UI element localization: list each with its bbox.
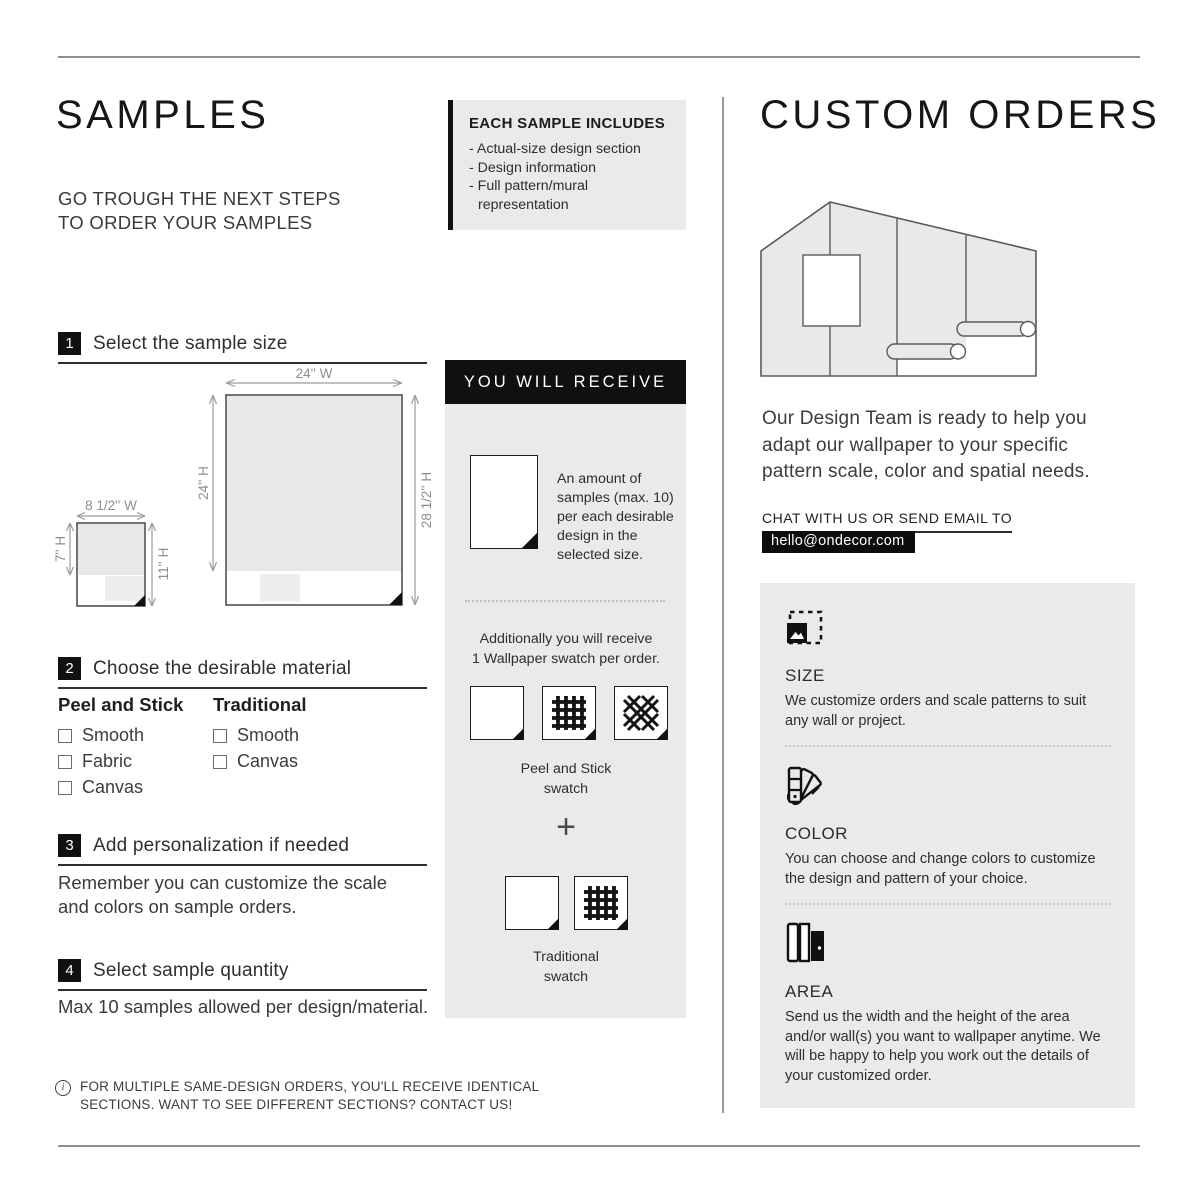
blank-swatch-icon <box>470 686 524 740</box>
step-4-label: Select sample quantity <box>93 959 289 981</box>
you-will-receive-header: YOU WILL RECEIVE <box>445 360 686 404</box>
grid-swatch-icon <box>542 686 596 740</box>
additional-description: Additionally you will receive 1 Wallpaper swatch per order. <box>472 631 660 667</box>
small-sample-fill <box>78 524 144 575</box>
step-3-label: Add personalization if needed <box>93 834 350 856</box>
dotted-divider <box>785 903 1111 905</box>
traditional-swatches <box>505 876 628 930</box>
custom-orders-title: CUSTOM ORDERS <box>760 93 1161 137</box>
top-rule <box>58 56 1140 58</box>
step-3-number: 3 <box>58 834 81 857</box>
checkbox-icon[interactable] <box>58 781 72 795</box>
step-1-header <box>58 332 427 364</box>
traditional-swatch-label: Traditional swatch <box>533 949 599 985</box>
wallpaper-roll-icon <box>887 344 966 359</box>
wall-panels-icon <box>785 922 827 964</box>
step-4-description: Max 10 samples allowed per design/material. <box>58 996 429 1017</box>
receive-description: An amount of samples (max. 10) per each desirable design in the selected size. <box>557 471 674 563</box>
materials-options <box>58 694 307 803</box>
image-frame-icon <box>785 608 825 648</box>
material-option-label: Smooth <box>237 725 300 745</box>
material-option-smooth-traditional[interactable] <box>213 725 307 746</box>
sample-sheet-icon <box>470 455 538 549</box>
window <box>803 255 860 326</box>
sample-size-diagram <box>46 368 436 618</box>
checkbox-icon[interactable] <box>213 755 227 769</box>
plus-icon: + <box>556 808 576 846</box>
area-section-title: AREA <box>785 982 834 1001</box>
material-option-label: Fabric <box>82 751 133 771</box>
material-option-label: Smooth <box>82 725 145 745</box>
material-option-label: Canvas <box>82 777 144 797</box>
chat-with-us-label: CHAT WITH US OR SEND EMAIL TO <box>762 510 1012 533</box>
info-circle-icon: i <box>55 1080 71 1096</box>
grid-swatch-icon <box>574 876 628 930</box>
custom-options-panel <box>760 583 1135 1108</box>
crosshatch-swatch-icon <box>614 686 668 740</box>
step-4-number: 4 <box>58 959 81 982</box>
custom-orders-intro: Our Design Team is ready to help you adapt our wallpaper to your specific pattern scale, color and spatial needs. <box>762 408 1090 482</box>
includes-title: EACH SAMPLE INCLUDES <box>469 115 666 132</box>
size-section-title: SIZE <box>785 666 825 685</box>
small-right-height-label: 11'' H <box>156 547 171 581</box>
large-right-height-label: 28 1/2'' H <box>419 471 434 529</box>
material-option-label: Canvas <box>237 751 299 771</box>
samples-title: SAMPLES <box>56 93 270 137</box>
traditional-column <box>213 694 307 803</box>
wallpaper-wall-illustration <box>758 197 1038 379</box>
each-sample-includes-box <box>448 100 686 230</box>
small-sample-inset <box>105 576 144 601</box>
footnote <box>55 1078 555 1113</box>
blank-swatch-icon <box>505 876 559 930</box>
peel-and-stick-swatches <box>470 686 668 740</box>
step-1-label: Select the sample size <box>93 332 288 354</box>
large-width-label: 24'' W <box>295 368 333 381</box>
peel-and-stick-column <box>58 694 213 803</box>
material-option-smooth[interactable] <box>58 725 213 746</box>
traditional-title: Traditional <box>213 694 307 715</box>
includes-item: - Full pattern/mural representation <box>469 178 589 213</box>
bottom-rule <box>58 1145 1140 1147</box>
step-3-description: Remember you can customize the scale and colors on sample orders. <box>58 872 388 917</box>
material-option-canvas-traditional[interactable] <box>213 751 307 772</box>
material-option-canvas[interactable] <box>58 777 213 798</box>
peel-and-stick-swatch-label: Peel and Stick swatch <box>520 761 612 797</box>
step-3-header <box>58 834 427 866</box>
step-2-label: Choose the desirable material <box>93 657 352 679</box>
samples-intro: GO TROUGH THE NEXT STEPS TO ORDER YOUR SAMPLES <box>58 188 341 233</box>
wallpaper-roll-icon <box>957 322 1036 337</box>
column-divider <box>722 97 724 1113</box>
email-link[interactable]: hello@ondecor.com <box>762 531 915 553</box>
color-section-text: You can choose and change colors to customize the design and pattern of your choice. <box>785 851 1096 887</box>
includes-item: - Design information <box>469 159 596 176</box>
dotted-divider <box>785 745 1111 747</box>
small-left-height-label: 7'' H <box>53 535 68 563</box>
step-4-header <box>58 959 427 991</box>
color-fan-icon <box>785 764 827 806</box>
size-section-text: We customize orders and scale patterns to suit any wall or project. <box>785 693 1087 729</box>
step-2-header <box>58 657 427 689</box>
material-option-fabric[interactable] <box>58 751 213 772</box>
color-section-title: COLOR <box>785 824 848 843</box>
area-section-text: Send us the width and the height of the area and/or wall(s) you want to wallpaper anytime. We will be happy to help you work out the details of your customized order. <box>785 1009 1101 1084</box>
step-1-number: 1 <box>58 332 81 355</box>
includes-item: - Actual-size design section <box>469 141 641 157</box>
large-left-height-label: 24'' H <box>196 466 211 500</box>
peel-and-stick-title: Peel and Stick <box>58 694 184 715</box>
step-2-number: 2 <box>58 657 81 680</box>
you-will-receive-panel <box>445 404 686 1018</box>
small-width-label: 8 1/2'' W <box>85 498 137 513</box>
checkbox-icon[interactable] <box>58 755 72 769</box>
checkbox-icon[interactable] <box>213 729 227 743</box>
checkbox-icon[interactable] <box>58 729 72 743</box>
dotted-divider <box>465 600 665 602</box>
large-sample-fill <box>227 396 401 571</box>
large-sample-inset <box>260 574 300 601</box>
footnote-text: FOR MULTIPLE SAME-DESIGN ORDERS, YOU'LL RECEIVE IDENTICAL SECTIONS. WANT TO SEE DIFFERENT SECTIONS? CONTACT US! <box>80 1079 540 1112</box>
